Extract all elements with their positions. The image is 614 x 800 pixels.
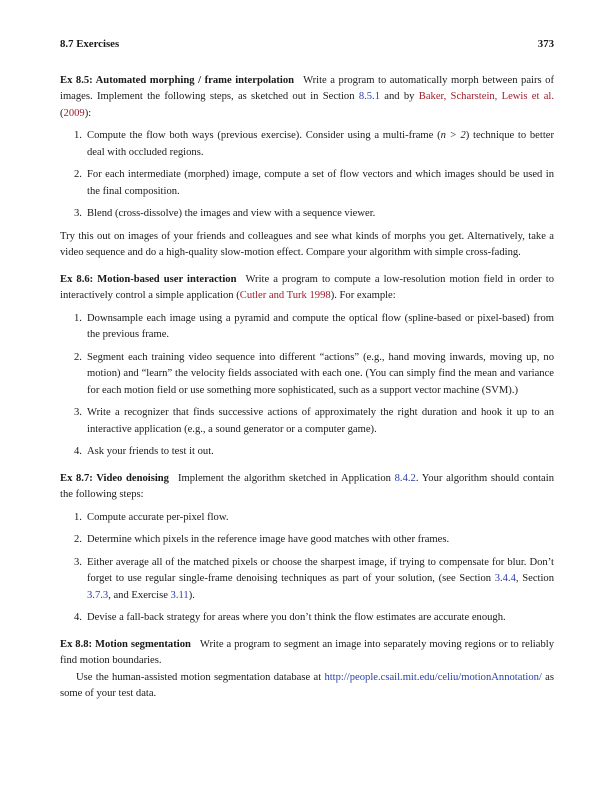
item-text: For each intermediate (morphed) image, compute a set of flow vectors and which images should be used in the final composition. (87, 169, 554, 197)
section-link-3-7-3[interactable]: 3.7.3 (87, 589, 109, 601)
exercise-8-6-intro (60, 272, 554, 305)
item-text: ). (188, 589, 195, 601)
exercise-8-5-closing: Try this out on images of your friends and colleagues and see what kinds of morphs you get. Alternatively, take a video sequence and do a high-quality slow-motion effect. Compare your algorithm with simple cross-fading. (60, 230, 554, 258)
item-number: 4. (74, 446, 82, 457)
item-text: Determine which pixels in the reference image have good matches with other frames. (87, 534, 450, 545)
exercise-8-5 (60, 73, 554, 262)
list-item (60, 444, 554, 461)
intro-text: Write a program to segment an image into separately moving regions or to reliably find motion boundaries. (60, 638, 554, 666)
intro-text: Write a program to compute a low-resolution motion field in order to interactively control a simple application ( (60, 273, 554, 301)
running-header (60, 36, 554, 53)
list-item (60, 311, 554, 344)
intro-text: ). For example: (330, 290, 396, 301)
exercise-8-5-steps (60, 128, 554, 223)
item-number: 1. (74, 312, 82, 324)
item-text: Compute accurate per-pixel flow. (87, 511, 229, 523)
item-text: Segment each training video sequence into different “actions” (e.g., hand moving inwards, moving up, no motion) and “learn” the velocity fields associated with each one. (You can simply find the mean and variance for each motion field or use something more sophisticated, such as a support vector machine (SVM).) (87, 351, 554, 396)
dataset-url-link[interactable]: http://people.csail.mit.edu/celiu/motionAnnotation/ (324, 671, 542, 683)
list-item (60, 405, 554, 438)
item-text: , and Exercise (108, 589, 171, 601)
item-text: Ask your friends to test it out. (87, 446, 214, 457)
list-item (60, 128, 554, 161)
exercise-8-8 (60, 637, 554, 703)
citation-link-cutler-turk[interactable]: Cutler and Turk 1998 (239, 290, 331, 301)
citation-year-link[interactable]: 2009 (63, 107, 85, 119)
citation-paren: ): (84, 107, 92, 119)
intro-text: . Your algorithm should contain the following steps: (60, 472, 554, 500)
intro-text: Implement the algorithm sketched in Application (177, 472, 395, 484)
item-text: Downsample each image using a pyramid and compute the optical flow (spline-based or pixel-based) from the previous frame. (87, 312, 554, 340)
exercise-8-5-intro (60, 73, 554, 123)
item-text: Blend (cross-dissolve) the images and view with a sequence viewer. (87, 208, 376, 219)
item-number: 3. (74, 208, 82, 219)
exercise-8-7-title: Ex 8.7: Video denoising (60, 472, 169, 484)
intro-text: Write a program to automatically morph between pairs of images. Implement the following steps, as sketched out in Section (60, 74, 555, 102)
citation-paren: ( (60, 107, 64, 119)
item-number: 2. (74, 534, 82, 545)
exercise-8-7-steps (60, 510, 554, 627)
list-item (60, 350, 554, 400)
item-number: 3. (74, 407, 82, 418)
section-title: 8.7 Exercises (60, 38, 120, 50)
citation-link-baker[interactable]: Baker, Scharstein, Lewis et al. (418, 91, 555, 102)
exercise-8-8-intro (60, 637, 554, 670)
item-number: 4. (74, 612, 82, 623)
exercise-8-6 (60, 272, 554, 461)
item-text: Devise a fall-back strategy for areas where you don’t think the flow estimates are accurate enough. (87, 612, 506, 623)
exercise-8-7 (60, 471, 554, 627)
list-item (60, 555, 554, 605)
item-number: 2. (74, 169, 82, 180)
exercise-8-8-title: Ex 8.8: Motion segmentation (60, 638, 191, 650)
exercise-8-5-title: Ex 8.5: Automated morphing / frame interpolation (60, 74, 295, 86)
page-number: 373 (537, 38, 554, 50)
exercise-8-6-title: Ex 8.6: Motion-based user interaction (60, 273, 237, 285)
body-text: Use the human-assisted motion segmentation database at (76, 671, 325, 683)
item-text: Compute the flow both ways (previous exercise). Consider using a multi-frame ( (87, 130, 441, 141)
item-number: 2. (74, 351, 82, 363)
item-number: 1. (74, 130, 82, 141)
item-text: , Section (515, 573, 554, 584)
exercise-link-3-11[interactable]: 3.11 (170, 589, 189, 601)
section-link-8-5-1[interactable]: 8.5.1 (358, 91, 380, 102)
list-item (60, 532, 554, 549)
exercise-8-8-data (60, 670, 554, 703)
page (60, 36, 554, 703)
list-item (60, 167, 554, 200)
list-item (60, 206, 554, 223)
exercise-8-6-steps (60, 311, 554, 461)
item-number: 1. (74, 511, 82, 523)
item-text: ) technique to better deal with occluded regions. (87, 130, 554, 158)
body-text: as some of your test data. (60, 671, 554, 699)
intro-text: and by (380, 91, 419, 102)
application-link-8-4-2[interactable]: 8.4.2 (394, 472, 416, 484)
item-text: Either average all of the matched pixels or choose the sharpest image, if trying to compensate for blur. Don’t forget to use regular single-frame denoising techniques as part of your solution, (see Section (87, 556, 554, 584)
math-expression: n > 2 (440, 130, 466, 141)
list-item (60, 610, 554, 627)
exercise-8-7-intro (60, 471, 554, 504)
section-link-3-4-4[interactable]: 3.4.4 (494, 573, 516, 584)
item-text: Write a recognizer that finds successive actions of approximately the right duration and hook it up to an interactive application (e.g., a sound generator or a computer game). (87, 407, 554, 435)
item-number: 3. (74, 556, 82, 568)
list-item (60, 510, 554, 527)
